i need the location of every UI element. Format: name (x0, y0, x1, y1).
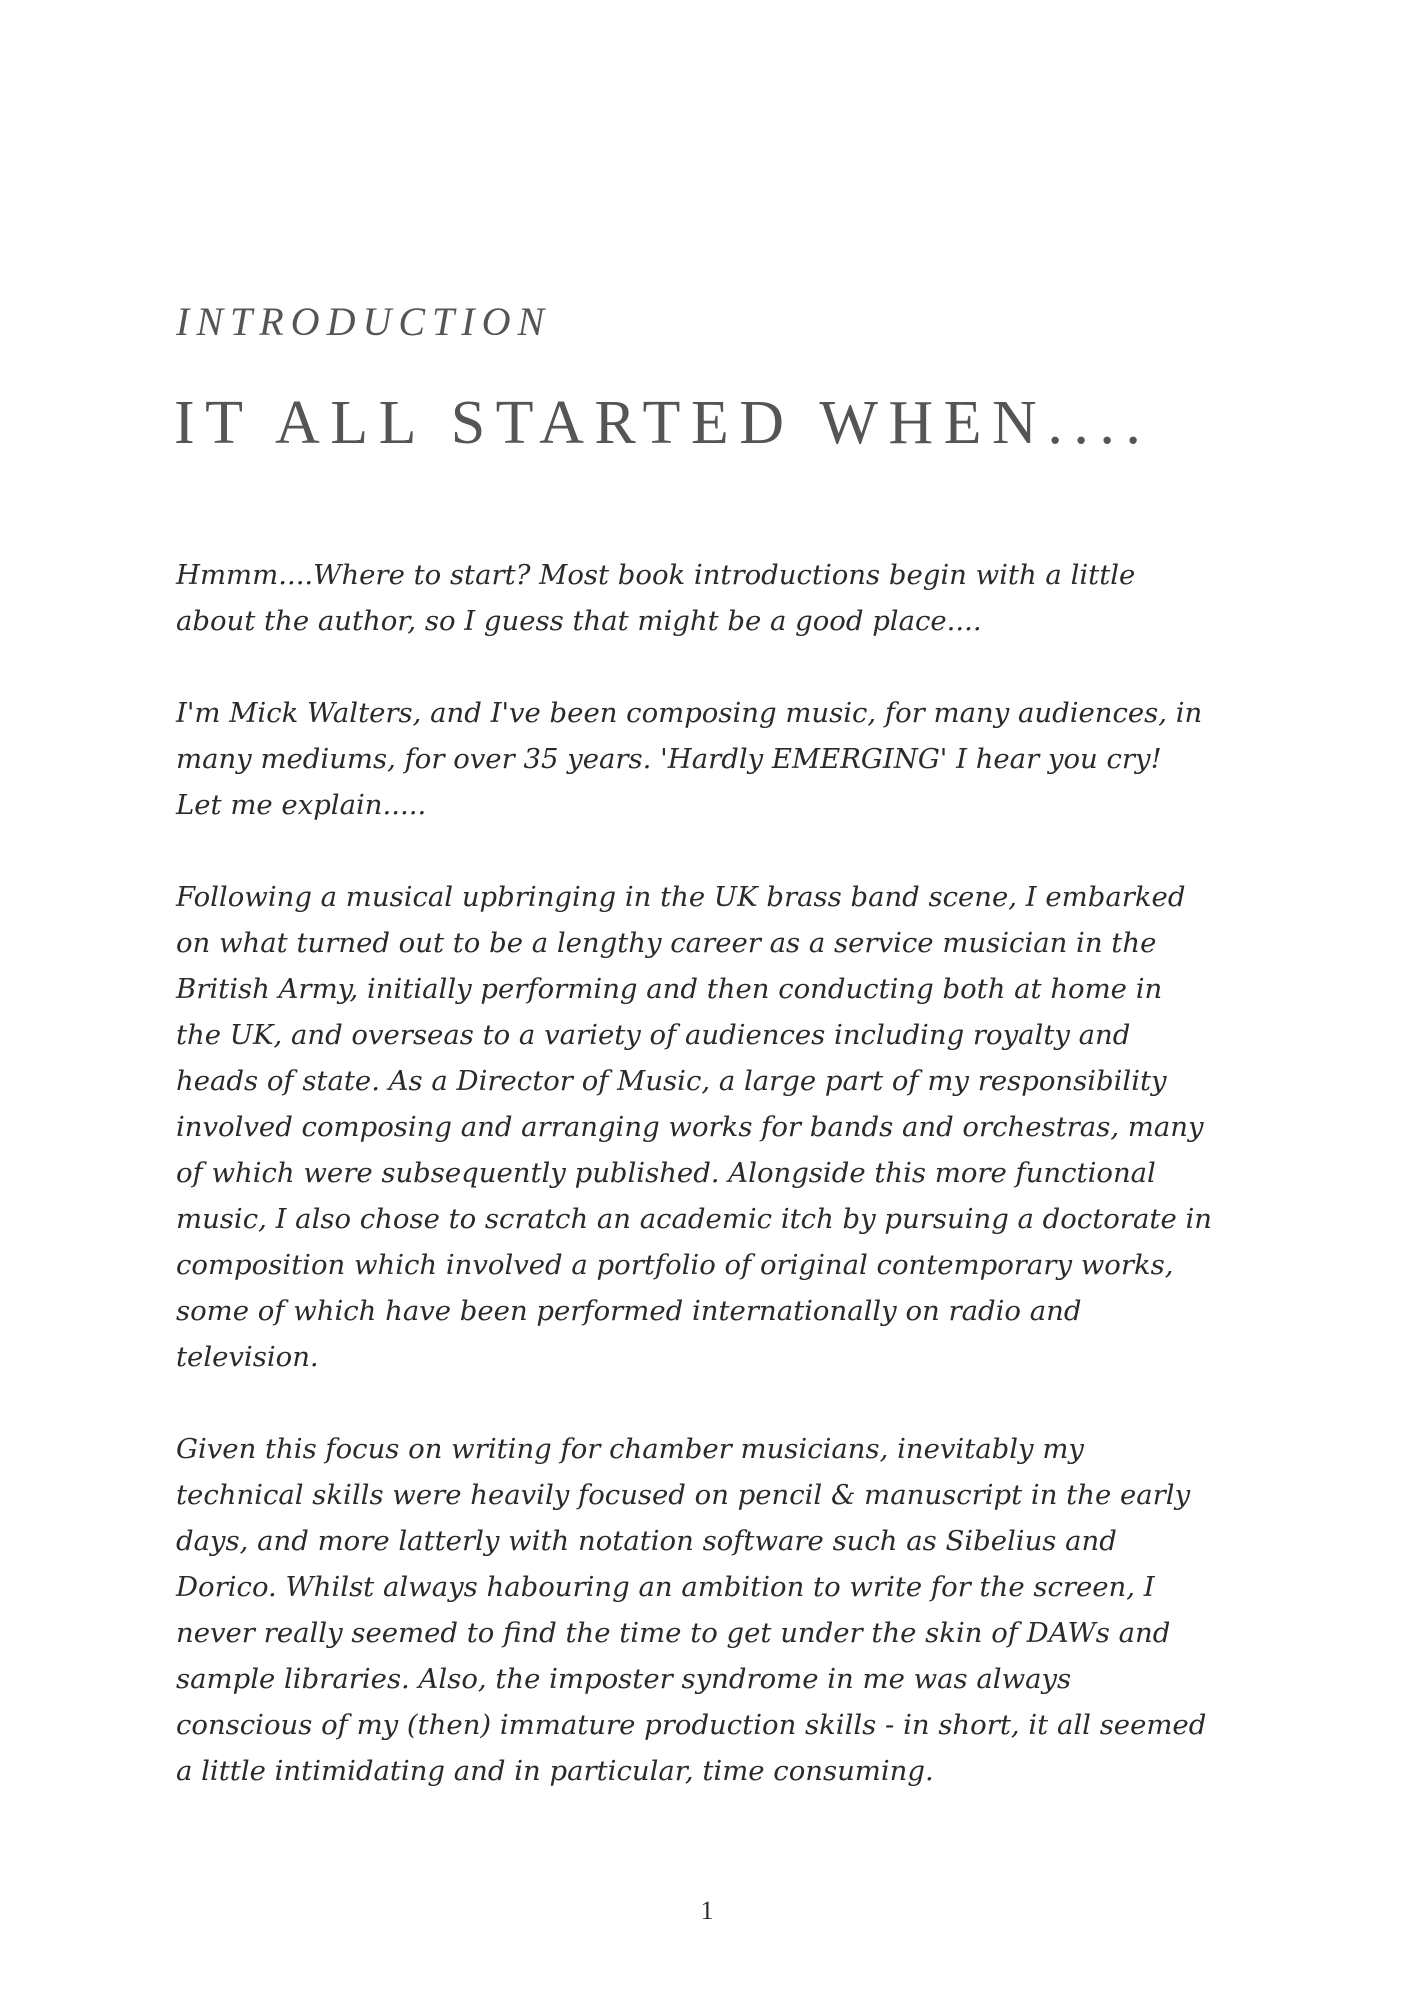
page-heading: IT ALL STARTED WHEN.... (174, 389, 1152, 457)
section-label: INTRODUCTION (176, 299, 552, 344)
paragraph: I'm Mick Walters, and I've been composing music, for many audiences, in many mediums, for over 35 years. 'Hardly EMERGING' I hear you cry! Let me explain..... (176, 697, 1203, 821)
page-number: 1 (700, 1896, 714, 1925)
body-text (176, 552, 1256, 1840)
paragraph: Given this focus on writing for chamber musicians, inevitably my technical skills were heavily focused on pencil & manuscript in the early days, and more latterly with notation software such as Sibelius and Dorico. Whilst always habouring an ambition to write for the screen, I never really seemed to find the time to get under the skin of DAWs and sample libraries. Also, the imposter syndrome in me was always conscious of my (then) immature production skills - in short, it all seemed a little intimidating and in particular, time consuming. (176, 1433, 1207, 1787)
paragraph: Following a musical upbringing in the UK brass band scene, I embarked on what turned out to be a lengthy career as a service musician in the British Army, initially performing and then conducting both at home in the UK, and overseas to a variety of audiences including royalty and heads of state. As a Director of Music, a large part of my responsibility involved composing and arranging works for bands and orchestras, many of which were subsequently published. Alongside this more functional music, I also chose to scratch an academic itch by pursuing a doctorate in composition which involved a portfolio of original contemporary works, some of which have been performed internationally on radio and television. (176, 881, 1212, 1373)
paragraph: Hmmm....Where to start? Most book introductions begin with a little about the author, so I guess that might be a good place.... (176, 559, 1136, 637)
